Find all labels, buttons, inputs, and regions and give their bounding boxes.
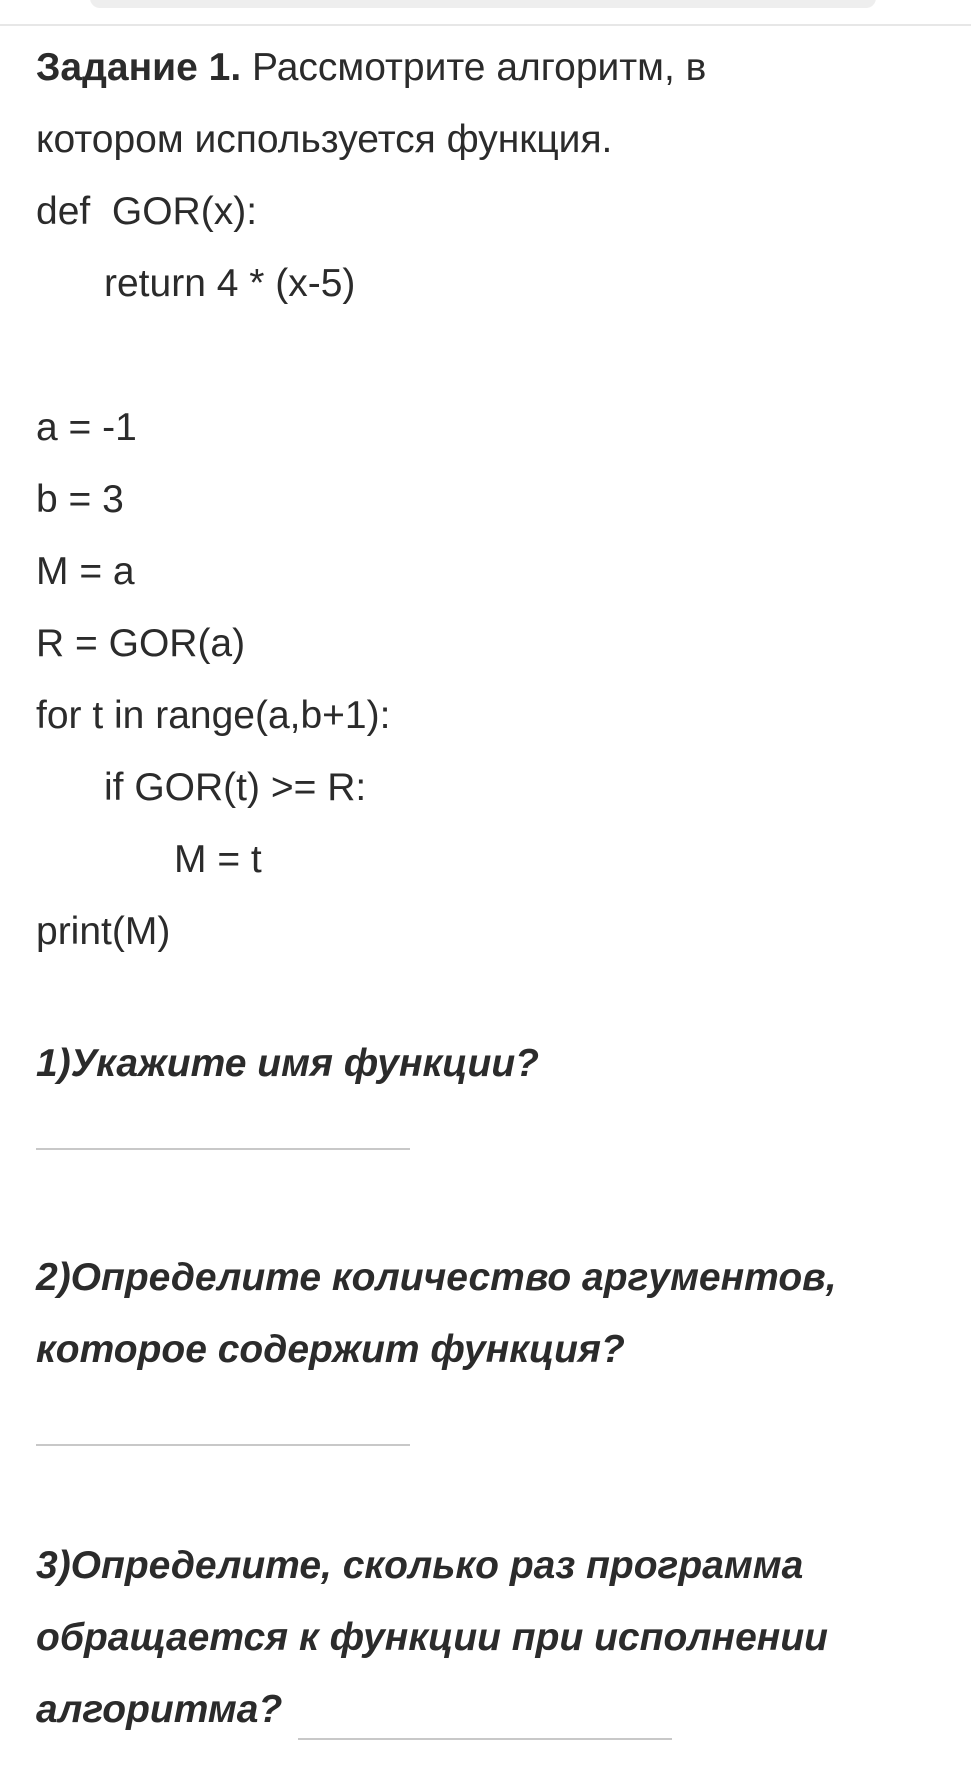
code-line-6: R = GOR(a) (36, 622, 246, 665)
task-title-bold: Задание 1. (36, 46, 242, 89)
task-title-text: Рассмотрите алгоритм, в (241, 46, 707, 89)
code-line-5: M = a (36, 550, 135, 593)
task-title-line-2: котором используется функция. (36, 118, 613, 161)
code-line-7: for t in range(a,b+1): (36, 694, 391, 737)
question-1: 1)Укажите имя функции? (36, 1042, 539, 1085)
code-line-4: b = 3 (36, 478, 124, 521)
code-blank-line (36, 320, 936, 392)
code-line-9: M = t (174, 838, 262, 881)
top-bar (90, 0, 876, 8)
question-3-text: алгоритма? (36, 1688, 283, 1731)
code-line-8: if GOR(t) >= R: (104, 766, 367, 809)
question-2-line-2: которое содержит функция? (36, 1328, 625, 1371)
question-2-line-1: 2)Определите количество аргументов, (36, 1256, 837, 1299)
question-3-line-1: 3)Определите, сколько раз программа (36, 1544, 804, 1587)
code-line-3: a = -1 (36, 406, 137, 449)
task-title-line (36, 32, 936, 104)
top-divider (0, 24, 971, 26)
spacer (36, 1100, 936, 1148)
task-content (36, 32, 936, 1746)
spacer (36, 1446, 936, 1530)
question-3-line-3 (36, 1674, 936, 1746)
code-line-10: print(M) (36, 910, 171, 953)
spacer (36, 1150, 936, 1242)
answer-line-3[interactable] (298, 1738, 672, 1740)
code-line-1: def GOR(x): (36, 190, 258, 233)
code-line-2: return 4 * (x-5) (104, 262, 356, 305)
spacer (36, 968, 936, 1028)
question-3-line-2: обращается к функции при исполнении (36, 1616, 828, 1659)
spacer (36, 1386, 936, 1444)
